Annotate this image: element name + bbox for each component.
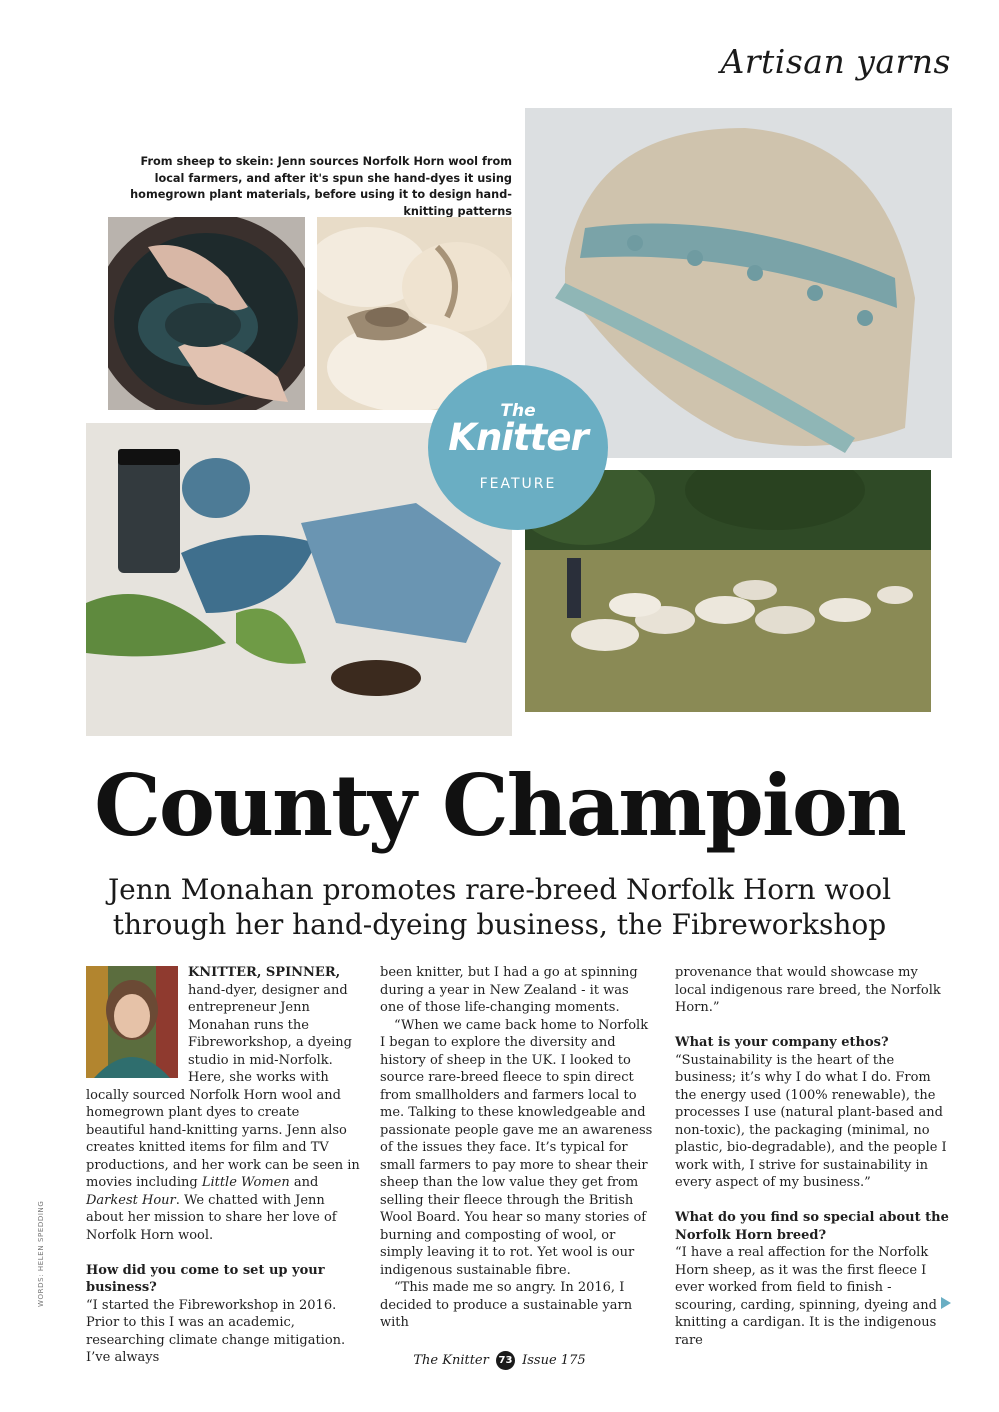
article-column-3	[675, 964, 951, 1349]
answer-1-paragraph-2: “When we came back home to Norfolk I began to explore the diversity and history of sheep in the UK. I looked to source rare-breed fleece to spin direct from smallholders and farmers local to me. Talking to these knowledgeable and passionate people gave me an awareness of the issues they face. It’s typical for small farmers to pay more to shear their sheep than the low value they get from selling their fleece through the British Wool Board. You hear so many stories of burning and composting of wool, or simply leaving it to rot. Yet wool is our indigenous sustainable fibre.	[380, 1017, 653, 1278]
the-knitter-feature-badge	[428, 365, 608, 530]
headline: County Champion	[94, 756, 905, 855]
continue-arrow-icon	[941, 1297, 951, 1309]
article-column-2	[380, 964, 656, 1332]
badge-feature-label: FEATURE	[479, 476, 557, 492]
badge-the: The	[500, 401, 536, 421]
footer-magazine: The Knitter	[413, 1353, 489, 1368]
badge-logo-text: Knitter	[448, 416, 588, 459]
answer-1-paragraph-1: “I started the Fibreworkshop in 2016. Prior to this I was an academic, researching climate change mitigation. I’ve always	[86, 1297, 346, 1365]
standfirst: Jenn Monahan promotes rare-breed Norfolk Horn wool through her hand-dyeing business, the Fibreworkshop	[107, 873, 892, 941]
photo-sheep-field	[525, 470, 931, 712]
answer-1-paragraph-1-continued: been knitter, but I had a go at spinning during a year in New Zealand - it was one of those life-changing moments.	[380, 965, 638, 1015]
article-column-1	[86, 964, 360, 1367]
intro-and: and	[289, 1175, 319, 1190]
film-title-1: Little Women	[201, 1175, 290, 1190]
footer-issue: Issue 175	[522, 1353, 586, 1368]
question-1: How did you come to set up your business?	[86, 1262, 325, 1295]
intro-text-b: . We chatted with Jenn about her mission to share her love of Norfolk Horn wool.	[86, 1192, 337, 1243]
author-portrait	[86, 966, 178, 1078]
photo-dye-bowl	[108, 217, 305, 410]
question-3: What do you find so special about the Norfolk Horn breed?	[675, 1210, 949, 1243]
answer-1-paragraph-3-continued: provenance that would showcase my local indigenous rare breed, the Norfolk Horn.”	[675, 965, 941, 1015]
words-credit-text: WORDS: HELEN SPEDDING	[37, 1200, 45, 1307]
intro-text-a: hand-dyer, designer and entrepreneur Jenn Monahan runs the Fibreworkshop, a dyeing studio in mid-Norfolk. Here, she works with locally sourced Norfolk Horn wool and homegrown plant dyes to create beautiful hand-knitting yarns. Jenn also creates knitted items for film and TV productions, and her work can be seen in movies including	[86, 982, 360, 1190]
page-footer	[0, 1351, 999, 1370]
film-title-2: Darkest Hour	[86, 1192, 176, 1208]
section-title: Artisan yarns	[720, 42, 951, 81]
page-number: 73	[496, 1351, 515, 1370]
answer-1-paragraph-3: “This made me so angry. In 2016, I decided to produce a sustainable yarn with	[380, 1280, 633, 1330]
words-credit	[37, 1200, 45, 1307]
lead-in: KNITTER, SPINNER,	[188, 965, 341, 980]
answer-2: “Sustainability is the heart of the business; it’s why I do what I do. From the energy used (100% renewable), the processes I use (natural plant-based and non-toxic), the packaging (minimal, no plastic, bio-degradable), and the people I work with, I strive for sustainability in every aspect of my business.”	[675, 1052, 947, 1190]
photo-caption: From sheep to skein: Jenn sources Norfolk Horn wool from local farmers, and after it's spun she hand-dyes it using homegrown plant materials, before using it to design hand-knitting patterns	[130, 155, 512, 218]
answer-3: “I have a real affection for the Norfolk Horn sheep, as it was the first fleece I ever worked from field to finish - scouring, carding, spinning, dyeing and knitting a cardigan. It is the indigenous rare	[675, 1245, 937, 1348]
question-2: What is your company ethos?	[675, 1035, 889, 1050]
